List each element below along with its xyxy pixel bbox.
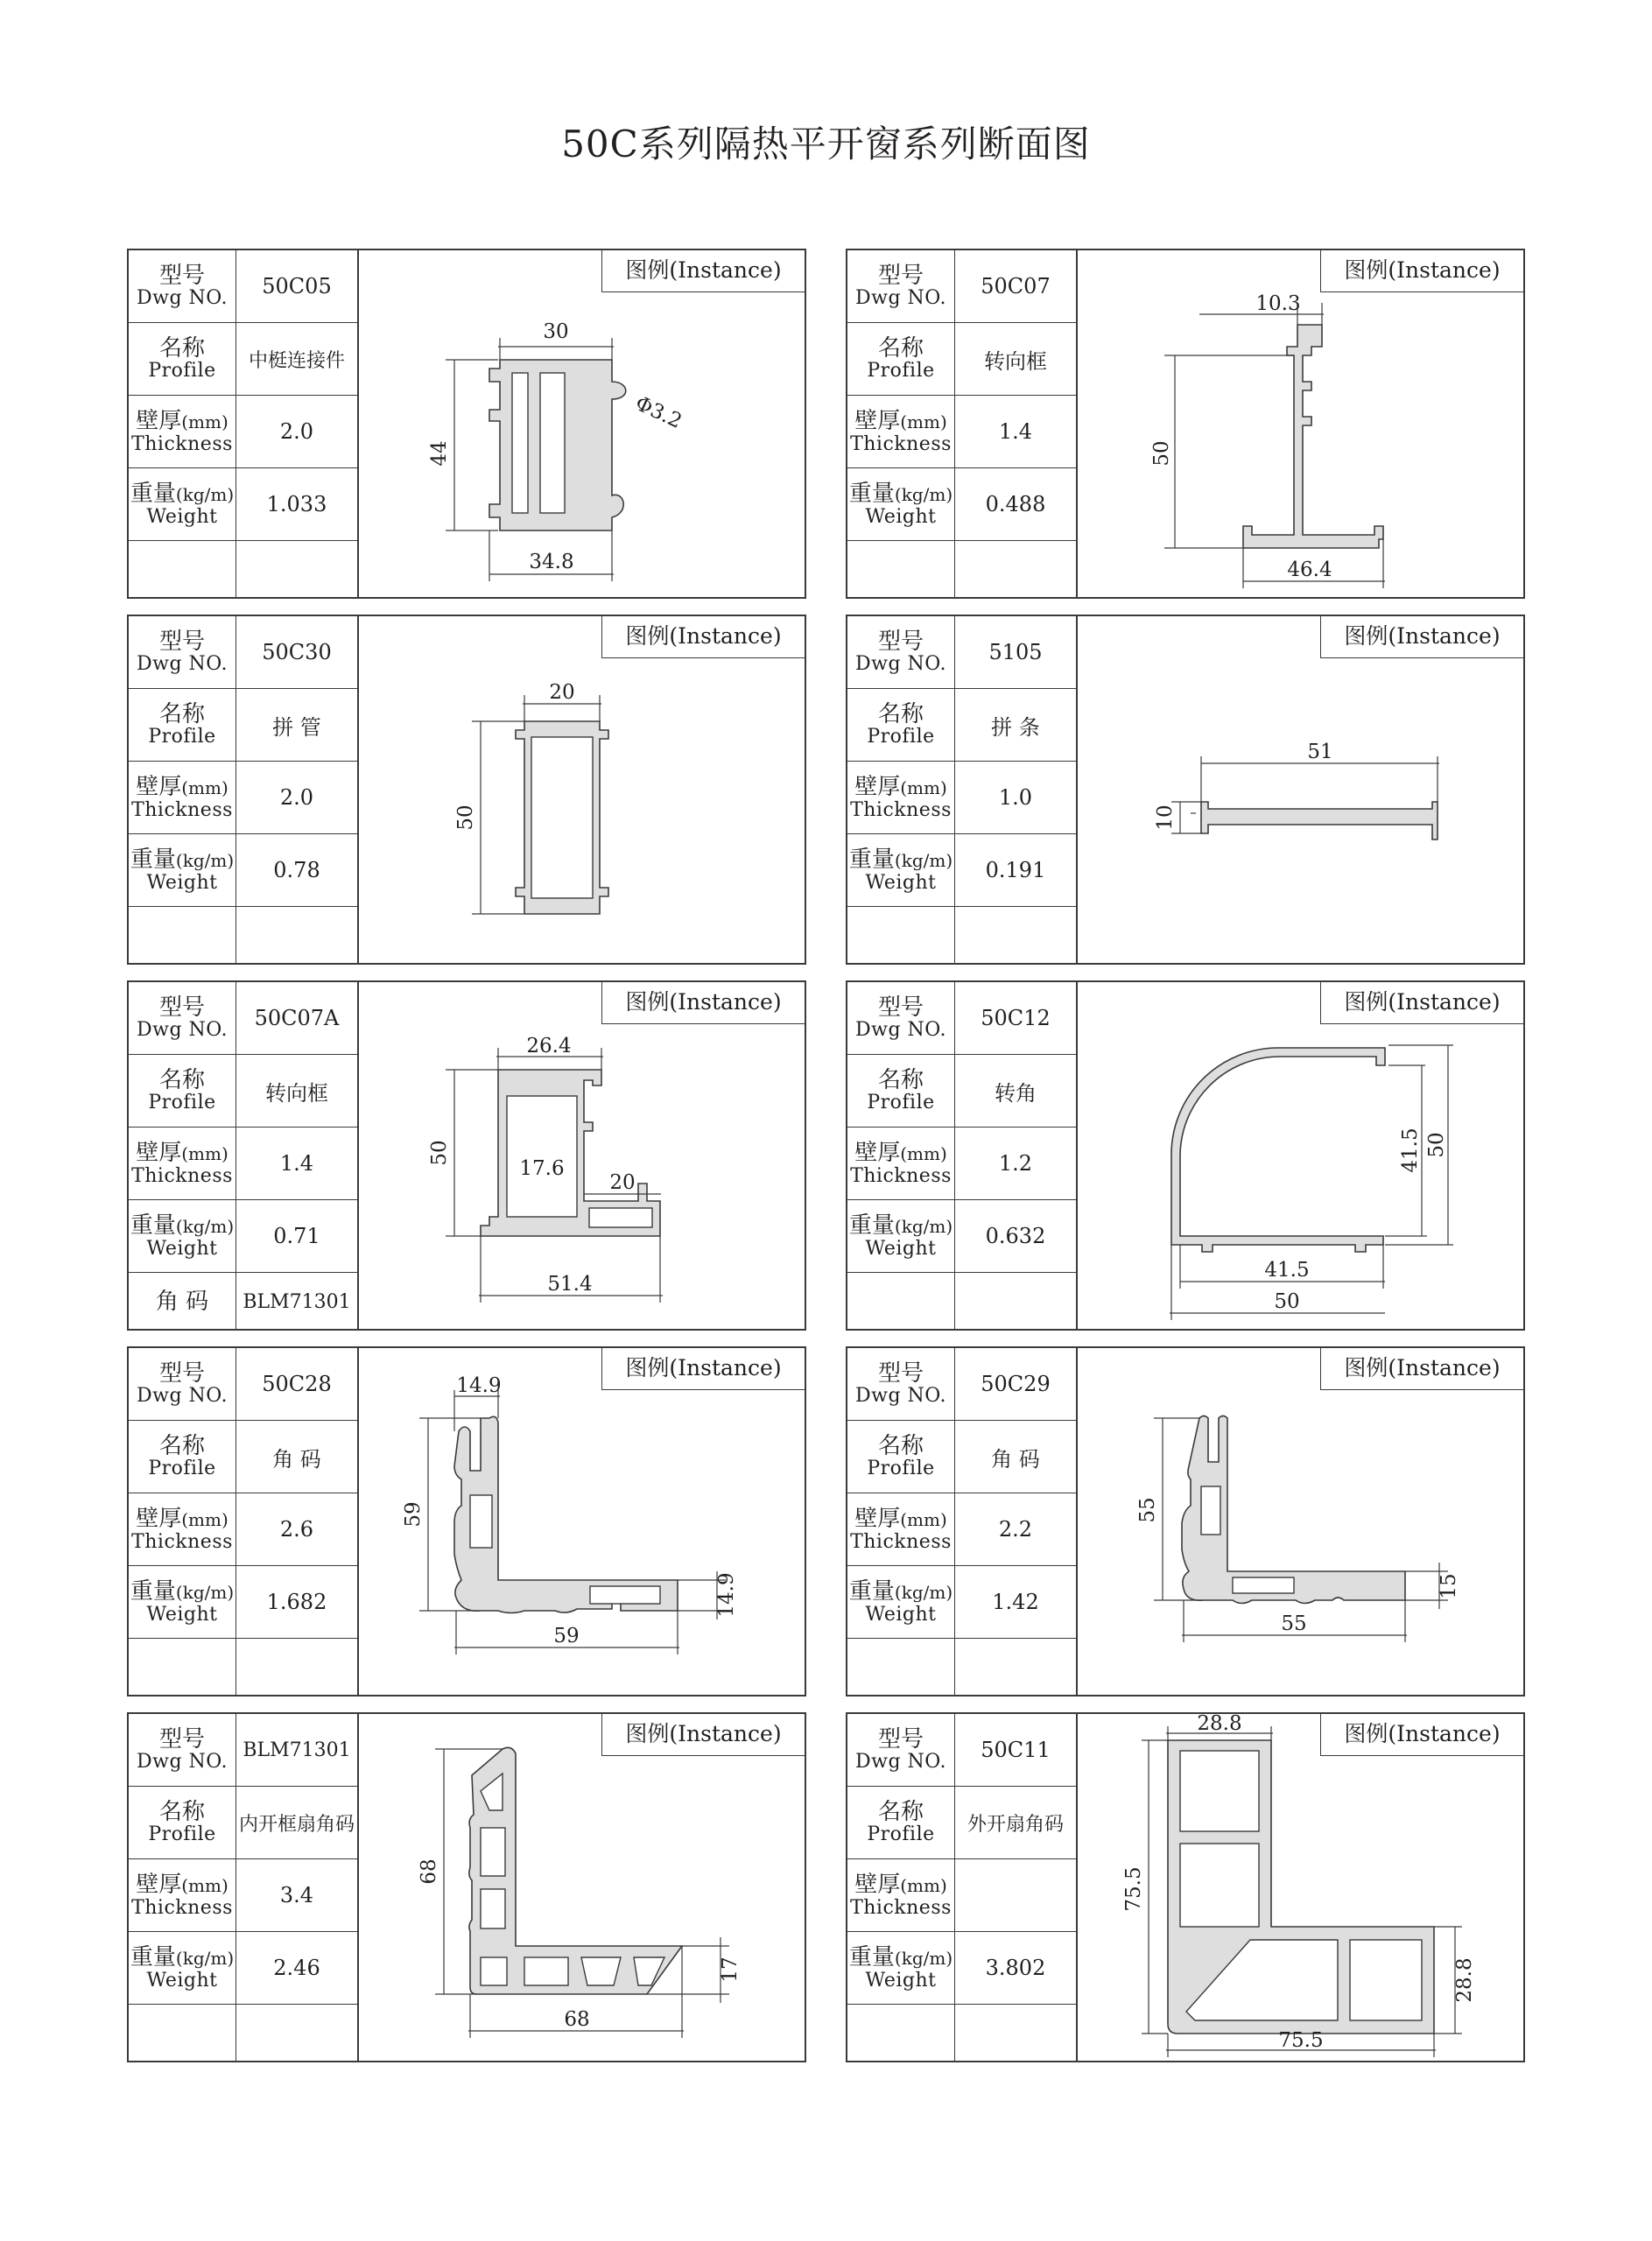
dwg-value: 50C29 [955,1348,1078,1421]
extra-label [847,541,955,600]
extra-label [847,1639,955,1697]
instance-legend: 图例(Instance) [601,982,805,1024]
spec-table [129,1348,359,1697]
dwg-value: 50C05 [236,250,359,323]
extra-value [955,907,1078,966]
dim-label: 59 [402,1501,425,1528]
weight-label: 重量(kg/m) Weight [847,1932,955,2005]
dwg-value: 50C11 [955,1714,1078,1787]
dim-label: 15 [1438,1573,1460,1599]
weight-value: 3.802 [955,1932,1078,2005]
weight-value: 0.488 [955,468,1078,541]
weight-label: 重量(kg/m) Weight [129,1566,236,1639]
dwg-label: 型号 Dwg NO. [129,982,236,1055]
instance-legend: 图例(Instance) [1320,982,1523,1024]
weight-label: 重量(kg/m) Weight [847,1566,955,1639]
thickness-label: 壁厚(mm) Thickness [129,1859,236,1932]
profile-drawing [1077,250,1523,597]
extra-label [129,2005,236,2063]
dim-label: 14.9 [715,1572,738,1618]
profile-value: 角 码 [955,1421,1078,1493]
extra-value [955,1273,1078,1331]
profile-label: 名称 Profile [129,1055,236,1128]
dwg-label: 型号 Dwg NO. [129,250,236,323]
profile-value: 转向框 [236,1055,359,1128]
weight-value: 0.632 [955,1200,1078,1273]
instance-legend: 图例(Instance) [601,1714,805,1756]
instance-legend: 图例(Instance) [1320,1348,1523,1390]
corner-label: 角 码 [129,1273,236,1331]
thickness-label: 壁厚(mm) Thickness [847,762,955,834]
thickness-value: 2.0 [236,396,359,468]
profile-drawing [358,1348,805,1695]
dim-label: 68 [418,1858,440,1885]
dwg-label: 型号 Dwg NO. [129,1348,236,1421]
profile-label: 名称 Profile [129,323,236,396]
thickness-value [955,1859,1078,1932]
dim-label: 50 [454,804,477,831]
dim-label: 41.5 [1264,1259,1310,1282]
thickness-value: 1.4 [236,1128,359,1200]
profile-label: 名称 Profile [847,1421,955,1493]
weight-label: 重量(kg/m) Weight [847,468,955,541]
thickness-value: 3.4 [236,1859,359,1932]
extra-label [129,541,236,600]
thickness-label: 壁厚(mm) Thickness [129,1493,236,1566]
dim-label: 50 [1425,1132,1448,1158]
dim-label: 55 [1136,1497,1159,1523]
profile-value: 中梃连接件 [236,323,359,396]
profile-section [1243,325,1383,548]
spec-table [129,982,359,1331]
profile-value: 拼 条 [955,689,1078,762]
spec-table [847,982,1078,1331]
dim-label: 50 [428,1140,451,1166]
dwg-value: BLM71301 [236,1714,359,1787]
weight-value: 2.46 [236,1932,359,2005]
profile-value: 拼 管 [236,689,359,762]
thickness-label: 壁厚(mm) Thickness [847,396,955,468]
dim-label: 46.4 [1287,558,1332,581]
dwg-value: 50C12 [955,982,1078,1055]
instance-legend: 图例(Instance) [1320,616,1523,658]
dim-label: 51 [1307,741,1333,763]
extra-label [847,1273,955,1331]
thickness-value: 2.6 [236,1493,359,1566]
dim-label: 30 [543,320,569,343]
profile-drawing [358,982,805,1329]
profile-drawing [1077,982,1523,1329]
spec-table [847,616,1078,965]
weight-label: 重量(kg/m) Weight [129,468,236,541]
dim-label: 41.5 [1399,1128,1422,1173]
profile-card-50c30 [127,615,806,965]
spec-table [847,1714,1078,2062]
dim-label: 28.8 [1197,1714,1242,1735]
thickness-label: 壁厚(mm) Thickness [129,1128,236,1200]
thickness-value: 2.0 [236,762,359,834]
extra-label [129,1639,236,1697]
thickness-label: 壁厚(mm) Thickness [129,762,236,834]
instance-legend: 图例(Instance) [601,1348,805,1390]
profile-card-50c07a [127,980,806,1331]
spec-table [847,1348,1078,1697]
dim-label: 44 [428,440,451,467]
profile-label: 名称 Profile [847,323,955,396]
profile-drawing [358,616,805,963]
profile-value: 内开框扇角码 [236,1787,359,1859]
thickness-label: 壁厚(mm) Thickness [129,396,236,468]
profile-value: 转角 [955,1055,1078,1128]
thickness-value: 1.2 [955,1128,1078,1200]
dwg-label: 型号 Dwg NO. [847,616,955,689]
dwg-value: 50C07 [955,250,1078,323]
profile-section [1171,1048,1385,1252]
profile-drawing [1077,616,1523,963]
profile-section [1201,802,1438,839]
dim-label: 75.5 [1278,2029,1324,2052]
instance-legend: 图例(Instance) [1320,250,1523,292]
profile-drawing [1077,1714,1523,2061]
weight-value: 0.78 [236,834,359,907]
profile-card-blm71301 [127,1712,806,2062]
thickness-label: 壁厚(mm) Thickness [847,1128,955,1200]
dim-label: Φ3.2 [631,391,685,433]
profile-label: 名称 Profile [129,1421,236,1493]
weight-value: 0.71 [236,1200,359,1273]
profile-drawing [358,250,805,597]
dim-label: 17.6 [519,1157,565,1180]
thickness-value: 1.0 [955,762,1078,834]
dim-label: 51.4 [547,1273,593,1296]
dwg-value: 5105 [955,616,1078,689]
extra-value [236,2005,359,2063]
dwg-value: 50C28 [236,1348,359,1421]
profile-value: 角 码 [236,1421,359,1493]
thickness-label: 壁厚(mm) Thickness [847,1859,955,1932]
weight-value: 1.033 [236,468,359,541]
profile-card-50c29 [846,1346,1525,1697]
weight-value: 1.682 [236,1566,359,1639]
dim-label: 75.5 [1122,1866,1145,1912]
extra-label [847,2005,955,2063]
dim-label: 59 [553,1625,580,1647]
dwg-label: 型号 Dwg NO. [129,1714,236,1787]
profile-drawing [358,1714,805,2061]
dim-label: 68 [564,2008,590,2031]
profile-label: 名称 Profile [847,1787,955,1859]
instance-legend: 图例(Instance) [1320,1714,1523,1756]
spec-table [129,250,359,599]
weight-value: 0.191 [955,834,1078,907]
dwg-label: 型号 Dwg NO. [847,982,955,1055]
dim-label: 28.8 [1453,1957,1476,2003]
dim-label: 50 [1274,1290,1300,1313]
thickness-value: 2.2 [955,1493,1078,1566]
spec-table [129,616,359,965]
dwg-value: 50C30 [236,616,359,689]
extra-value [236,1639,359,1697]
weight-label: 重量(kg/m) Weight [129,1200,236,1273]
spec-table [847,250,1078,599]
profile-label: 名称 Profile [847,689,955,762]
extra-value [955,1639,1078,1697]
dim-label: 10 [1154,804,1177,831]
dwg-label: 型号 Dwg NO. [129,616,236,689]
extra-label [847,907,955,966]
dim-label: 20 [549,681,575,704]
dim-label: 55 [1281,1612,1307,1635]
dim-label: 17 [719,1956,742,1983]
dim-label: 10.3 [1255,292,1301,315]
spec-table [129,1714,359,2062]
thickness-label: 壁厚(mm) Thickness [847,1493,955,1566]
extra-value [955,541,1078,600]
dwg-value: 50C07A [236,982,359,1055]
instance-legend: 图例(Instance) [601,250,805,292]
instance-legend: 图例(Instance) [601,616,805,658]
profile-card-50c07 [846,249,1525,599]
dwg-label: 型号 Dwg NO. [847,1714,955,1787]
dim-label: 14.9 [456,1374,502,1397]
profile-value: 外开扇角码 [955,1787,1078,1859]
dwg-label: 型号 Dwg NO. [847,250,955,323]
dwg-label: 型号 Dwg NO. [847,1348,955,1421]
profile-card-50c12 [846,980,1525,1331]
profile-card-50c05 [127,249,806,599]
profile-drawing [1077,1348,1523,1695]
weight-value: 1.42 [955,1566,1078,1639]
profile-card-50c11 [846,1712,1525,2062]
profile-label: 名称 Profile [129,689,236,762]
thickness-value: 1.4 [955,396,1078,468]
extra-value [236,907,359,966]
extra-value [236,541,359,600]
dim-label: 34.8 [529,551,574,573]
dim-label: 20 [609,1171,636,1194]
profile-card-50c28 [127,1346,806,1697]
profile-value: 转向框 [955,323,1078,396]
dim-label: 50 [1150,440,1173,467]
profile-card-5105 [846,615,1525,965]
profile-label: 名称 Profile [129,1787,236,1859]
corner-value: BLM71301 [236,1273,359,1331]
dim-label: 26.4 [526,1035,572,1057]
profile-label: 名称 Profile [847,1055,955,1128]
page-title: 50C系列隔热平开窗系列断面图 [561,123,1091,165]
extra-value [955,2005,1078,2063]
weight-label: 重量(kg/m) Weight [847,834,955,907]
extra-label [129,907,236,966]
weight-label: 重量(kg/m) Weight [129,834,236,907]
weight-label: 重量(kg/m) Weight [847,1200,955,1273]
weight-label: 重量(kg/m) Weight [129,1932,236,2005]
